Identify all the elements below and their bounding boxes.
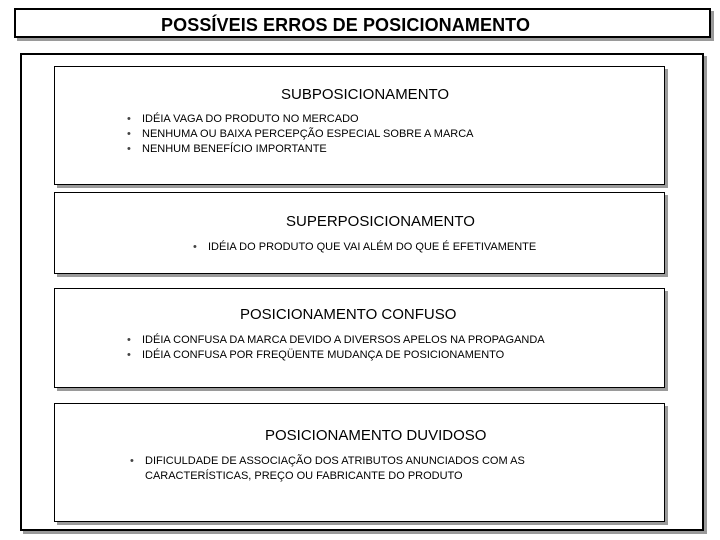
bullet-list: [127, 333, 545, 363]
bullet-item: • IDÉIA DO PRODUTO QUE VAI ALÉM DO QUE É EFETIVAMENTE: [193, 240, 536, 255]
section-superposicionamento: [54, 192, 665, 274]
slide-title-box: [14, 8, 711, 38]
bullet-list: [130, 454, 595, 484]
bullet-item: • NENHUMA OU BAIXA PERCEPÇÃO ESPECIAL SOBRE A MARCA: [127, 127, 474, 142]
bullet-list: [193, 240, 536, 255]
section-heading: SUBPOSICIONAMENTO: [281, 86, 450, 103]
bullet-item: • IDÉIA CONFUSA DA MARCA DEVIDO A DIVERSOS APELOS NA PROPAGANDA: [127, 333, 545, 348]
bullet-item: • IDÉIA CONFUSA POR FREQÜENTE MUDANÇA DE POSICIONAMENTO: [127, 348, 545, 363]
section-heading: POSICIONAMENTO CONFUSO: [240, 306, 457, 323]
section-heading: POSICIONAMENTO DUVIDOSO: [265, 427, 487, 444]
bullet-item: • IDÉIA VAGA DO PRODUTO NO MERCADO: [127, 112, 474, 127]
section-subposicionamento: [54, 66, 665, 185]
bullet-item: • NENHUM BENEFÍCIO IMPORTANTE: [127, 142, 474, 157]
section-heading: SUPERPOSICIONAMENTO: [286, 213, 475, 230]
bullet-item: • DIFICULDADE DE ASSOCIAÇÃO DOS ATRIBUTOS ANUNCIADOS COM AS CARACTERÍSTICAS, PREÇO OU FABRICANTE DO PRODUTO: [130, 454, 595, 484]
slide-title: POSSÍVEIS ERROS DE POSICIONAMENTO: [161, 15, 531, 35]
section-posicionamento-confuso: [54, 288, 665, 388]
bullet-list: [127, 112, 474, 157]
section-posicionamento-duvidoso: [54, 403, 665, 522]
